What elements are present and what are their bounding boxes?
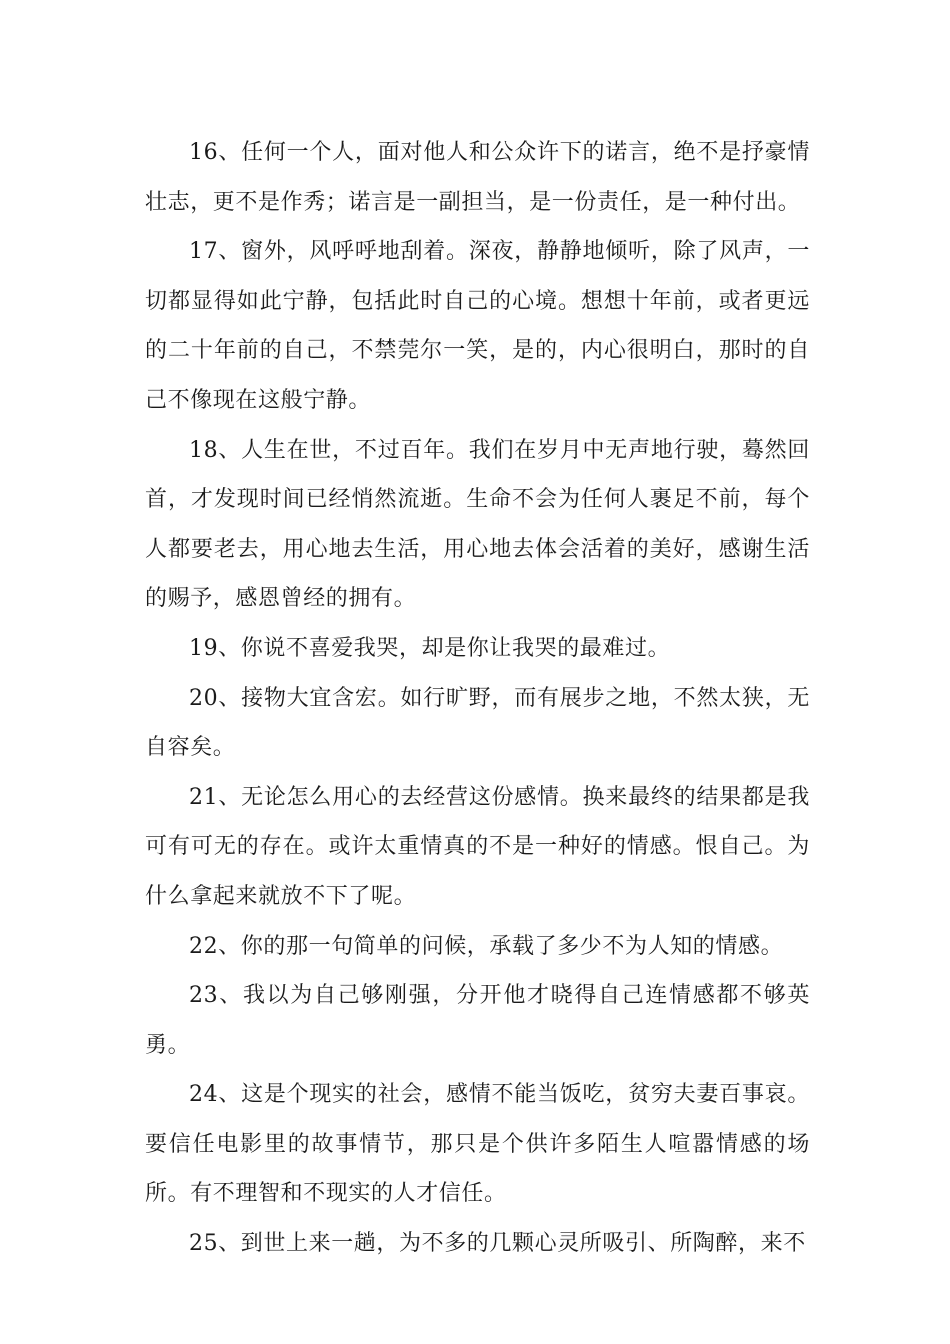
paragraph-17: 17、窗外，风呼呼地刮着。深夜，静静地倾听，除了风声，一切都显得如此宁静，包括此时自己的心境。想想十年前，或者更远的二十年前的自己，不禁莞尔一笑，是的，内心很明白，那时的自己不像现在这般宁静。 xyxy=(145,239,810,413)
paragraph-23: 23、我以为自己够刚强，分开他才晓得自己连情感都不够英勇。 xyxy=(145,983,810,1058)
paragraph-25: 25、到世上来一趟，为不多的几颗心灵所吸引、所陶醉，来不 xyxy=(189,1231,806,1257)
paragraph-20: 20、接物大宜含宏。如行旷野，而有展步之地，不然太狭，无自容矣。 xyxy=(145,685,810,761)
paragraph-18: 18、人生在世，不过百年。我们在岁月中无声地行驶，蓦然回首，才发现时间已经悄然流逝。生命不会为任何人裹足不前，每个人都要老去，用心地去生活，用心地去体会活着的美好，感谢生活的赐予，感恩曾经的拥有。 xyxy=(145,437,810,612)
document-body xyxy=(145,128,810,1269)
paragraph-19: 19、你说不喜爱我哭，却是你让我哭的最难过。 xyxy=(189,635,671,661)
paragraph-24: 24、这是个现实的社会，感情不能当饭吃，贫穷夫妻百事哀。要信任电影里的故事情节，那只是个供许多陌生人喧嚣情感的场所。有不理智和不现实的人才信任。 xyxy=(145,1082,810,1207)
paragraph-16: 16、任何一个人，面对他人和公众许下的诺言，绝不是抒豪情壮志，更不是作秀；诺言是一副担当，是一份责任，是一种付出。 xyxy=(145,140,810,215)
paragraph-22: 22、你的那一句简单的问候，承载了多少不为人知的情感。 xyxy=(189,933,784,959)
paragraph-21: 21、无论怎么用心的去经营这份感情。换来最终的结果都是我可有可无的存在。或许太重情真的不是一种好的情感。恨自己。为什么拿起来就放不下了呢。 xyxy=(145,784,810,909)
